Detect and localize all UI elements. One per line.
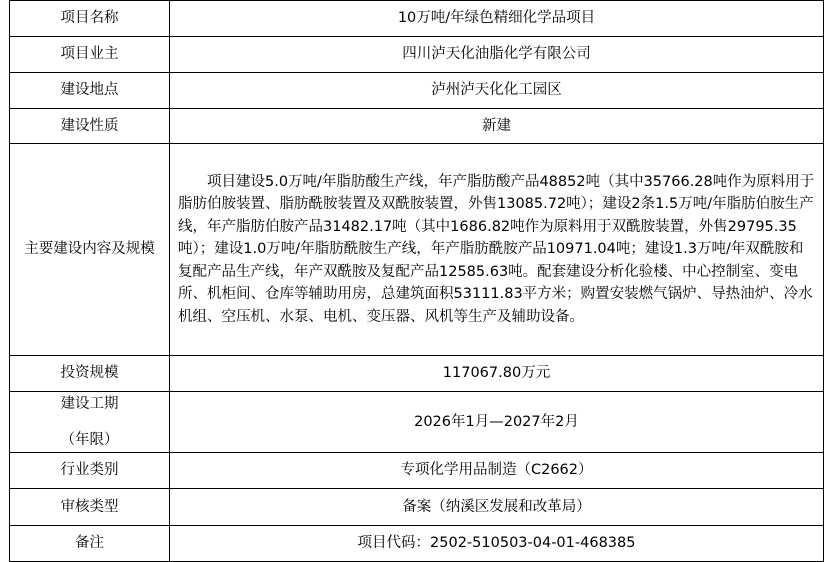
row-label-project-name: 项目名称 xyxy=(10,1,170,37)
row-value-nature: 新建 xyxy=(170,109,824,144)
table-row xyxy=(10,489,824,526)
scope-description: 项目建设5.0万吨/年脂肪酸生产线，年产脂肪酸产品48852吨（其中35766.28吨作为原料用于脂肪伯胺装置、脂肪酰胺装置及双酰胺装置，外售13085.72吨）；建设2条1.5万吨/年脂肪伯胺生产线，年产脂肪伯胺产品31482.17吨（其中1686.82吨作为原料用于双酰胺装置，外售29795.35吨）；建设1.0万吨/年脂肪酰胺生产线，年产脂肪酰胺产品10971.04吨；建设1.3万吨/年双酰胺和复配产品生产线，年产双酰胺及复配产品12585.63吨。配套建设分析化验楼、中心控制室、变电所、机柜间、仓库等辅助用房，总建筑面积53111.83平方米；购置安装燃气锅炉、导热油炉、冷水机组、空压机、水泵、电机、变压器、风机等生产及辅助设备。 xyxy=(178,173,815,325)
row-label-period-cell xyxy=(10,392,170,453)
table-row xyxy=(10,73,824,109)
table-row xyxy=(10,453,824,489)
project-info-table xyxy=(9,0,824,562)
row-label-location: 建设地点 xyxy=(10,73,170,109)
row-value-industry: 专项化学用品制造（C2662） xyxy=(170,453,824,489)
table-row xyxy=(10,526,824,562)
table-row xyxy=(10,392,824,453)
table-row xyxy=(10,109,824,144)
row-value-remarks: 项目代码：2502-510503-04-01-468385 xyxy=(170,526,824,562)
row-label-review-type: 审核类型 xyxy=(10,489,170,526)
row-label-investment: 投资规模 xyxy=(10,356,170,392)
table-row xyxy=(10,356,824,392)
row-value-project-owner: 四川泸天化油脂化学有限公司 xyxy=(170,37,824,73)
row-value-location: 泸州泸天化化工园区 xyxy=(170,73,824,109)
table-row xyxy=(10,37,824,73)
row-value-period: 2026年1月—2027年2月 xyxy=(170,392,824,453)
row-value-review-type: 备案（纳溪区发展和改革局） xyxy=(170,489,824,526)
row-label-period-sub: （年限） xyxy=(60,431,119,448)
row-label-project-owner: 项目业主 xyxy=(10,37,170,73)
row-label-industry: 行业类别 xyxy=(10,453,170,489)
row-label-period: 建设工期 xyxy=(60,395,119,412)
row-value-investment: 117067.80万元 xyxy=(170,356,824,392)
row-label-scope: 主要建设内容及规模 xyxy=(10,144,170,356)
row-label-nature: 建设性质 xyxy=(10,109,170,144)
table-row xyxy=(10,1,824,37)
row-value-scope-cell xyxy=(170,144,824,356)
row-label-remarks: 备注 xyxy=(10,526,170,562)
table-row xyxy=(10,144,824,356)
row-value-project-name: 10万吨/年绿色精细化学品项目 xyxy=(170,1,824,37)
